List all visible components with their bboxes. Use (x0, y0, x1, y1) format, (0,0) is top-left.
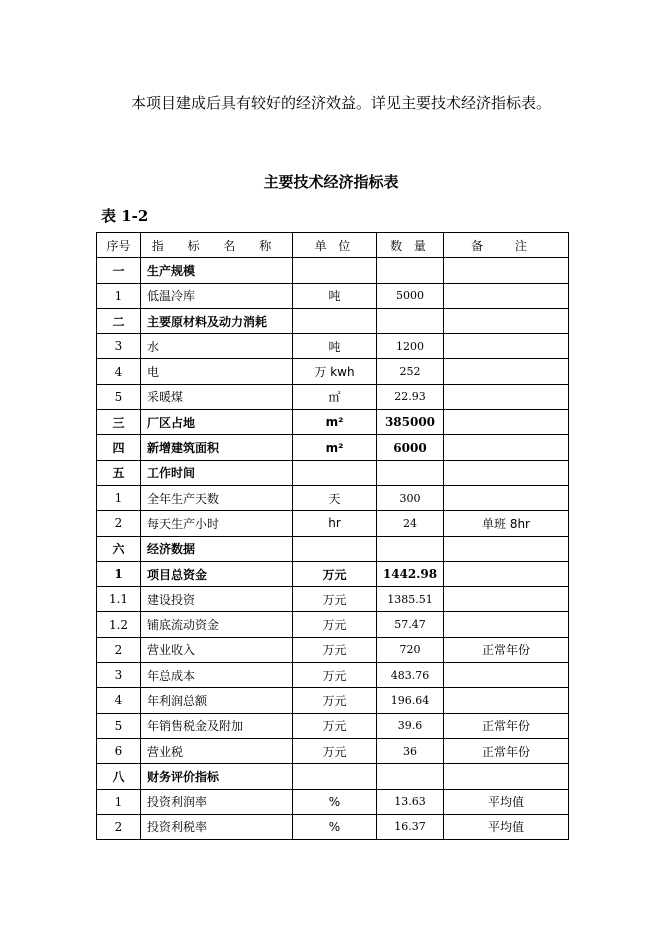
cell-note: 正常年份 (444, 738, 569, 763)
cell-no: 1 (97, 485, 141, 510)
table-title: 主要技术经济指标表 (263, 173, 399, 191)
table-row (97, 764, 569, 789)
cell-no: 2 (97, 814, 141, 839)
cell-note (444, 612, 569, 637)
cell-unit: hr (293, 511, 377, 536)
cell-unit: 吨 (293, 283, 377, 308)
cell-name: 营业收入 (141, 637, 293, 662)
cell-unit: 吨 (293, 334, 377, 359)
cell-unit: % (293, 789, 377, 814)
table-body (97, 258, 569, 840)
cell-qty: 252 (377, 359, 444, 384)
cell-name: 投资利润率 (141, 789, 293, 814)
table-number-label: 表 1-2 (101, 207, 149, 225)
cell-unit (293, 460, 377, 485)
table-row (97, 308, 569, 333)
table-row (97, 637, 569, 662)
table-row (97, 536, 569, 561)
cell-qty: 1200 (377, 334, 444, 359)
cell-name: 每天生产小时 (141, 511, 293, 536)
cell-note: 正常年份 (444, 713, 569, 738)
cell-unit: % (293, 814, 377, 839)
cell-name: 铺底流动资金 (141, 612, 293, 637)
cell-name: 生产规模 (141, 258, 293, 283)
cell-qty: 385000 (377, 410, 444, 435)
table-row (97, 359, 569, 384)
cell-no: 八 (97, 764, 141, 789)
cell-no: 5 (97, 384, 141, 409)
cell-unit: m² (293, 435, 377, 460)
cell-qty: 720 (377, 637, 444, 662)
cell-no: 1.2 (97, 612, 141, 637)
cell-no: 一 (97, 258, 141, 283)
table-row (97, 410, 569, 435)
cell-no: 1.1 (97, 587, 141, 612)
cell-unit: 万元 (293, 637, 377, 662)
cell-unit (293, 308, 377, 333)
cell-qty: 13.63 (377, 789, 444, 814)
cell-no: 四 (97, 435, 141, 460)
cell-name: 经济数据 (141, 536, 293, 561)
cell-name: 厂区占地 (141, 410, 293, 435)
cell-name: 项目总资金 (141, 561, 293, 586)
table-row (97, 814, 569, 839)
cell-note (444, 663, 569, 688)
table-row (97, 485, 569, 510)
cell-qty (377, 460, 444, 485)
cell-no: 4 (97, 688, 141, 713)
cell-note (444, 435, 569, 460)
cell-unit: 万元 (293, 612, 377, 637)
cell-qty: 1385.51 (377, 587, 444, 612)
cell-unit: 万元 (293, 688, 377, 713)
cell-no: 五 (97, 460, 141, 485)
cell-no: 2 (97, 511, 141, 536)
cell-name: 投资利税率 (141, 814, 293, 839)
table-row (97, 258, 569, 283)
cell-qty (377, 536, 444, 561)
table-row (97, 435, 569, 460)
cell-no: 1 (97, 789, 141, 814)
indicators-table (96, 232, 569, 840)
table-row (97, 587, 569, 612)
cell-note (444, 764, 569, 789)
table-row (97, 561, 569, 586)
cell-unit (293, 536, 377, 561)
cell-no: 三 (97, 410, 141, 435)
cell-name: 水 (141, 334, 293, 359)
table-row (97, 283, 569, 308)
cell-no: 二 (97, 308, 141, 333)
cell-qty: 24 (377, 511, 444, 536)
cell-name: 营业税 (141, 738, 293, 763)
cell-qty: 5000 (377, 283, 444, 308)
table-row (97, 663, 569, 688)
header-unit: 单 位 (293, 233, 377, 258)
cell-qty: 36 (377, 738, 444, 763)
cell-unit: 万元 (293, 663, 377, 688)
header-qty: 数 量 (377, 233, 444, 258)
cell-note (444, 384, 569, 409)
cell-unit: ㎡ (293, 384, 377, 409)
table-row (97, 511, 569, 536)
cell-qty: 1442.98 (377, 561, 444, 586)
cell-name: 年利润总额 (141, 688, 293, 713)
cell-note: 正常年份 (444, 637, 569, 662)
cell-name: 年销售税金及附加 (141, 713, 293, 738)
cell-no: 3 (97, 663, 141, 688)
table-row (97, 789, 569, 814)
table-row (97, 460, 569, 485)
cell-name: 电 (141, 359, 293, 384)
cell-note (444, 485, 569, 510)
cell-no: 5 (97, 713, 141, 738)
cell-qty: 300 (377, 485, 444, 510)
cell-qty: 196.64 (377, 688, 444, 713)
cell-qty: 16.37 (377, 814, 444, 839)
cell-unit: 万元 (293, 738, 377, 763)
cell-note (444, 359, 569, 384)
cell-note (444, 536, 569, 561)
cell-unit (293, 764, 377, 789)
cell-no: 1 (97, 283, 141, 308)
cell-name: 低温冷库 (141, 283, 293, 308)
cell-name: 建设投资 (141, 587, 293, 612)
cell-unit: m² (293, 410, 377, 435)
cell-note (444, 460, 569, 485)
cell-qty: 57.47 (377, 612, 444, 637)
cell-qty: 22.93 (377, 384, 444, 409)
cell-name: 工作时间 (141, 460, 293, 485)
cell-name: 新增建筑面积 (141, 435, 293, 460)
cell-note (444, 308, 569, 333)
cell-no: 6 (97, 738, 141, 763)
cell-qty (377, 764, 444, 789)
cell-qty (377, 258, 444, 283)
header-no: 序号 (97, 233, 141, 258)
cell-no: 2 (97, 637, 141, 662)
cell-no: 六 (97, 536, 141, 561)
cell-qty (377, 308, 444, 333)
cell-qty: 483.76 (377, 663, 444, 688)
table-row (97, 384, 569, 409)
cell-no: 3 (97, 334, 141, 359)
cell-note: 平均值 (444, 814, 569, 839)
cell-qty: 6000 (377, 435, 444, 460)
cell-note: 单班 8hr (444, 511, 569, 536)
header-note: 备 注 (444, 233, 569, 258)
cell-qty: 39.6 (377, 713, 444, 738)
table-row (97, 688, 569, 713)
cell-no: 4 (97, 359, 141, 384)
cell-name: 年总成本 (141, 663, 293, 688)
cell-unit: 万元 (293, 713, 377, 738)
cell-note (444, 688, 569, 713)
cell-note (444, 561, 569, 586)
cell-unit: 万 kwh (293, 359, 377, 384)
table-row (97, 334, 569, 359)
cell-note: 平均值 (444, 789, 569, 814)
cell-unit: 万元 (293, 561, 377, 586)
cell-note (444, 283, 569, 308)
cell-name: 采暖煤 (141, 384, 293, 409)
table-row (97, 713, 569, 738)
cell-name: 财务评价指标 (141, 764, 293, 789)
cell-unit (293, 258, 377, 283)
cell-name: 主要原材料及动力消耗 (141, 308, 293, 333)
cell-name: 全年生产天数 (141, 485, 293, 510)
cell-unit: 万元 (293, 587, 377, 612)
table-row (97, 612, 569, 637)
cell-note (444, 258, 569, 283)
table-header-row (97, 233, 569, 258)
cell-note (444, 334, 569, 359)
cell-note (444, 587, 569, 612)
header-name: 指 标 名 称 (141, 233, 293, 258)
cell-no: 1 (97, 561, 141, 586)
intro-paragraph: 本项目建成后具有较好的经济效益。详见主要技术经济指标表。 (131, 94, 552, 112)
table-row (97, 738, 569, 763)
cell-note (444, 410, 569, 435)
cell-unit: 天 (293, 485, 377, 510)
